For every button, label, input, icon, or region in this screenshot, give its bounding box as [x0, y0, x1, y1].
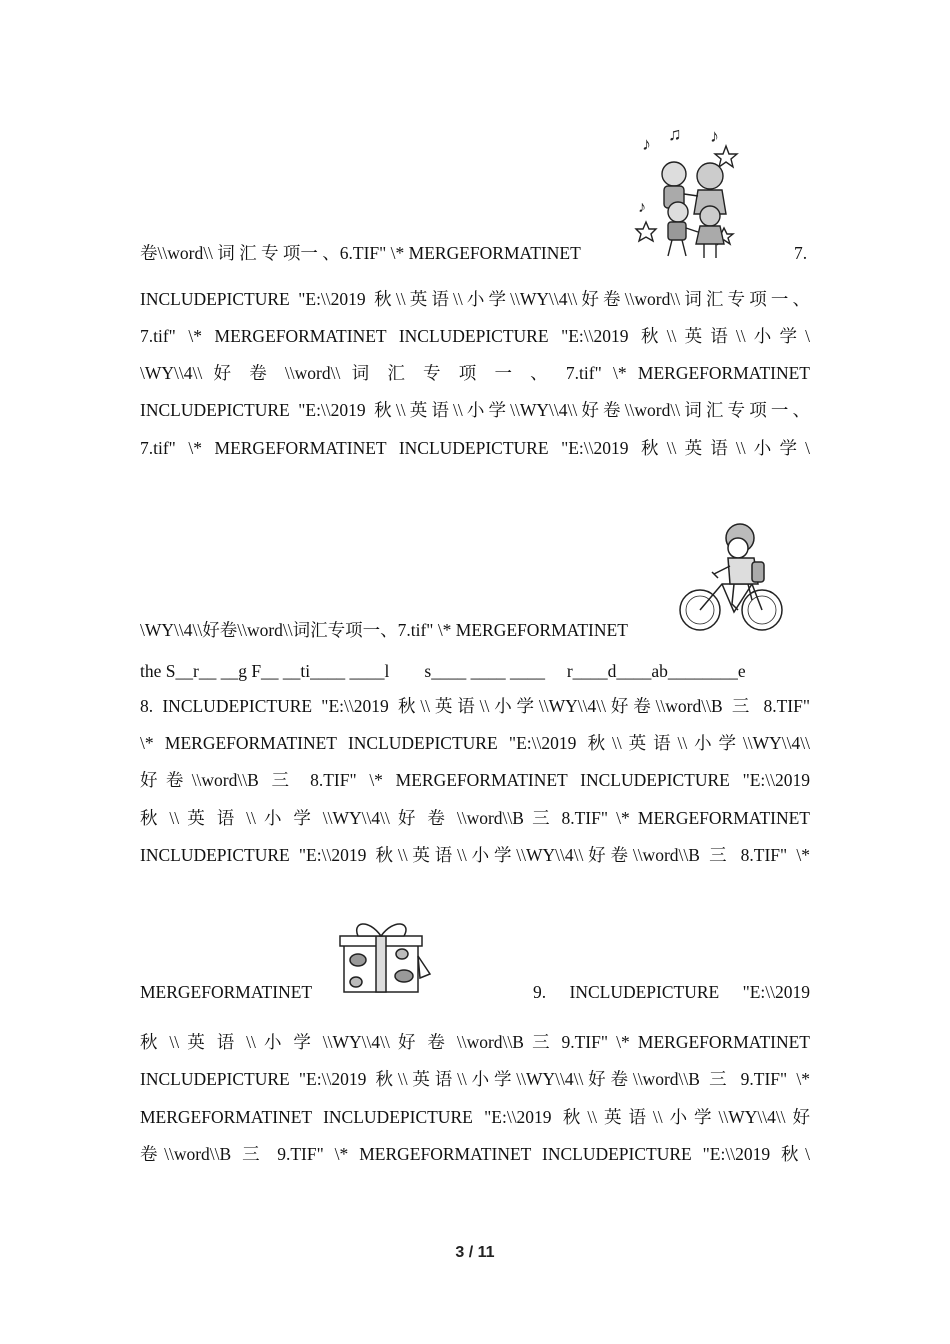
svg-text:♫: ♫	[668, 124, 682, 144]
section7-last-line: \WY\\4\\好卷\\word\\词汇专项一、7.tif" \* MERGEFORMATINET	[140, 620, 628, 640]
page-number: 3 / 11	[455, 1244, 495, 1261]
section9-line1: 秋 \\ 英 语 \\ 小 学 \\WY\\4\\ 好 卷 \\word\\B 三 9.TIF" \* MERGEFORMATINET	[140, 1032, 810, 1052]
boy-on-bicycle-illustration	[678, 522, 786, 634]
section7-line5: INCLUDEPICTURE "E:\\2019 秋\\英语\\小学\\WY\\4\\好卷\\word\\词汇专项一、	[140, 400, 810, 420]
svg-text:♪: ♪	[638, 199, 646, 216]
section7-line4: \WY\\4\\ 好 卷 \\word\\ 词 汇 专 项 一 、 7.tif" \* MERGEFORMATINET	[140, 363, 810, 383]
section9-line3: MERGEFORMATINET INCLUDEPICTURE "E:\\2019 秋\\英语\\小学\\WY\\4\\好	[140, 1107, 810, 1127]
section7-line1: 卷\\word\\ 词 汇 专 项一 、6.TIF" \* MERGEFORMATINET	[140, 243, 581, 263]
section9-line4: 卷\\word\\B 三 9.TIF" \* MERGEFORMATINET INCLUDEPICTURE "E:\\2019 秋\	[140, 1144, 810, 1164]
section8-line4: 秋 \\ 英 语 \\ 小 学 \\WY\\4\\ 好 卷 \\word\\B 三 8.TIF" \* MERGEFORMATINET	[140, 808, 810, 828]
answer-blanks-line: the S__r__ __g F__ __ti____ ____l s____ ____ ____ r____d____ab________e	[140, 661, 746, 681]
dancing-children-illustration	[634, 124, 740, 264]
section8-line5: INCLUDEPICTURE "E:\\2019 秋\\英语\\小学\\WY\\4\\好卷\\word\\B 三 8.TIF" \*	[140, 845, 810, 865]
section9-first-text: 9. INCLUDEPICTURE "E:\\2019	[533, 982, 810, 1002]
section8-line3: 好卷\\word\\B 三 8.TIF" \* MERGEFORMATINET INCLUDEPICTURE "E:\\2019	[140, 770, 810, 790]
question-number-7: 7.	[794, 243, 808, 263]
section7-line6: 7.tif" \* MERGEFORMATINET INCLUDEPICTURE "E:\\2019 秋\\英语\\小学\	[140, 438, 810, 458]
svg-text:♪: ♪	[710, 126, 719, 146]
section8-last-line: MERGEFORMATINET	[140, 982, 313, 1002]
section9-line2: INCLUDEPICTURE "E:\\2019 秋\\英语\\小学\\WY\\4\\好卷\\word\\B 三 9.TIF" \*	[140, 1069, 810, 1089]
section8-line2: \* MERGEFORMATINET INCLUDEPICTURE "E:\\2019 秋\\英语\\小学\\WY\\4\\	[140, 733, 810, 753]
section7-line3: 7.tif" \* MERGEFORMATINET INCLUDEPICTURE "E:\\2019 秋\\英语\\小学\	[140, 326, 810, 346]
section8-line1: 8. INCLUDEPICTURE "E:\\2019 秋\\英语\\小学\\WY\\4\\好卷\\word\\B 三 8.TIF"	[140, 696, 810, 716]
section7-line2: INCLUDEPICTURE "E:\\2019 秋\\英语\\小学\\WY\\4\\好卷\\word\\词汇专项一、	[140, 289, 810, 309]
svg-text:♪: ♪	[642, 134, 651, 154]
